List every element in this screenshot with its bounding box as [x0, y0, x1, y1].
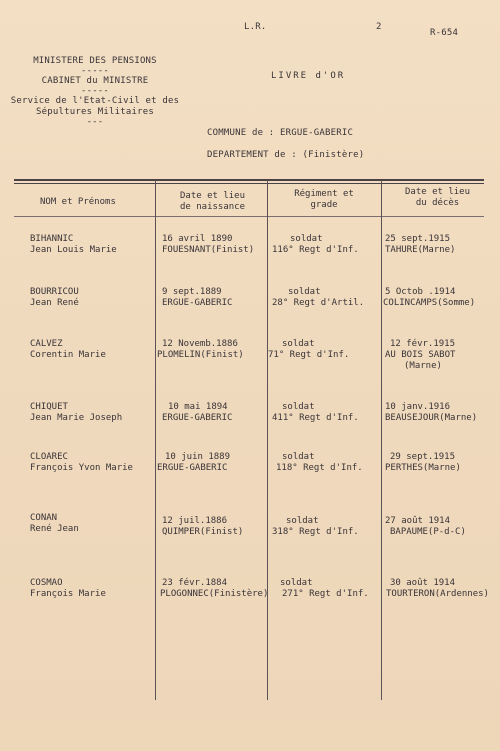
row-regiment: 28° Regt d'Artil. [272, 298, 365, 308]
row-birth-place: ERGUE-GABERIC [157, 463, 228, 473]
column-header-death-2: du décès [415, 198, 460, 208]
sepultures-line: Sépultures Militaires [36, 107, 154, 117]
row-surname: CONAN [30, 513, 58, 523]
departement-line: DEPARTEMENT de : (Finistère) [207, 150, 365, 160]
row-death-date: 5 Octob .1914 [385, 287, 456, 297]
column-divider [267, 180, 268, 700]
row-death-place: BAPAUME(P-d-C) [390, 527, 466, 537]
row-surname: BIHANNIC [30, 234, 74, 244]
row-given-names: Corentin Marie [30, 350, 106, 360]
column-header-name: NOM et Prénoms [40, 197, 116, 207]
row-given-names: Jean Marie Joseph [30, 413, 123, 423]
row-birth-place: FOUESNANT(Finist) [162, 245, 255, 255]
row-death-place: BEAUSEJOUR(Marne) [385, 413, 478, 423]
row-surname: CHIQUET [30, 402, 68, 412]
commune-line: COMMUNE de : ERGUE-GABERIC [207, 128, 354, 138]
row-death-date: 30 août 1914 [390, 578, 456, 588]
column-divider [155, 180, 156, 700]
row-surname: CLOAREC [30, 452, 68, 462]
table-top-rule [14, 179, 484, 181]
separator: ----- [80, 86, 110, 96]
row-grade: soldat [282, 339, 315, 349]
separator: ----- [80, 66, 110, 76]
row-regiment: 118° Regt d'Inf. [276, 463, 363, 473]
row-regiment: 71° Regt d'Inf. [268, 350, 350, 360]
ref-code: R-654 [430, 28, 459, 38]
ministry-line: MINISTERE DES PENSIONS [33, 56, 157, 66]
row-birth-date: 12 juil.1886 [162, 516, 228, 526]
row-regiment: 411° Regt d'Inf. [272, 413, 359, 423]
row-death-place: AU BOIS SABOT [385, 350, 456, 360]
cabinet-line: CABINET du MINISTRE [41, 76, 149, 86]
row-death-date: 27 août 1914 [385, 516, 451, 526]
separator: --- [86, 117, 104, 127]
row-death-date: 12 févr.1915 [390, 339, 456, 349]
row-death-date: 10 janv.1916 [385, 402, 451, 412]
column-header-regiment-2: grade [310, 200, 338, 210]
column-header-death: Date et lieu [404, 187, 471, 197]
table-top-rule-2 [14, 183, 484, 184]
row-death-place: COLINCAMPS(Somme) [383, 298, 476, 308]
row-birth-place: PLOGONNEC(Finistère) [160, 589, 269, 599]
row-death-date: 25 sept.1915 [385, 234, 451, 244]
row-birth-place: QUIMPER(Finist) [162, 527, 244, 537]
header-bottom-rule [14, 216, 484, 217]
row-death-date: 29 sept.1915 [390, 452, 456, 462]
row-birth-date: 12 Novemb.1886 [162, 339, 238, 349]
row-surname: COSMAO [30, 578, 63, 588]
row-grade: soldat [280, 578, 313, 588]
row-grade: soldat [282, 452, 315, 462]
row-birth-place: ERGUE-GABERIC [162, 413, 233, 423]
document-title: LIVRE d'OR [271, 71, 346, 81]
row-death-place-2: (Marne) [404, 361, 442, 371]
row-birth-date: 10 juin 1889 [165, 452, 231, 462]
row-birth-date: 23 févr.1884 [162, 578, 228, 588]
row-birth-date: 9 sept.1889 [162, 287, 222, 297]
row-regiment: 318° Regt d'Inf. [272, 527, 359, 537]
row-birth-place: ERGUE-GABERIC [162, 298, 233, 308]
service-line: Service de l'Etat-Civil et des [10, 96, 180, 106]
row-given-names: René Jean [30, 524, 79, 534]
column-header-birth-2: de naissance [179, 202, 246, 212]
row-birth-date: 10 mai 1894 [168, 402, 228, 412]
page-number: 2 [376, 22, 382, 32]
row-given-names: François Marie [30, 589, 106, 599]
row-surname: BOURRICOU [30, 287, 79, 297]
column-divider [381, 180, 382, 700]
row-regiment: 116° Regt d'Inf. [272, 245, 359, 255]
row-surname: CALVEZ [30, 339, 63, 349]
row-birth-place: PLOMELIN(Finist) [157, 350, 244, 360]
row-death-place: TAHURE(Marne) [385, 245, 456, 255]
ref-lr: L.R. [244, 22, 267, 32]
row-birth-date: 16 avril 1890 [162, 234, 233, 244]
row-death-place: PERTHES(Marne) [385, 463, 461, 473]
row-grade: soldat [290, 234, 323, 244]
row-given-names: Jean Louis Marie [30, 245, 117, 255]
row-grade: soldat [282, 402, 315, 412]
row-given-names: Jean René [30, 298, 79, 308]
row-grade: soldat [288, 287, 321, 297]
column-header-regiment: Régiment et [294, 189, 354, 199]
row-death-place: TOURTERON(Ardennes) [386, 589, 489, 599]
row-regiment: 271° Regt d'Inf. [282, 589, 369, 599]
row-given-names: François Yvon Marie [30, 463, 133, 473]
row-grade: soldat [286, 516, 319, 526]
column-header-birth: Date et lieu [179, 191, 246, 201]
